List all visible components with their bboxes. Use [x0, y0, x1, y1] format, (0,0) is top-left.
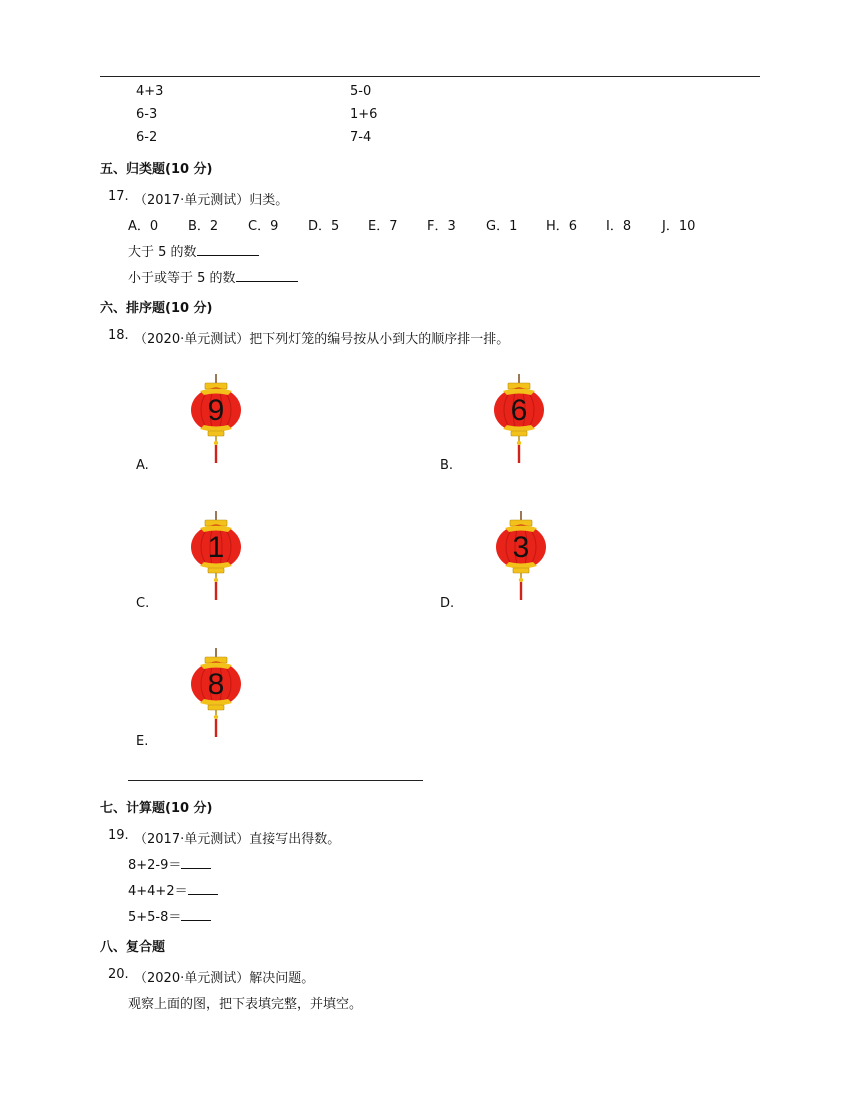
- option-letter: D.: [440, 596, 455, 611]
- choice: F．3: [427, 219, 456, 234]
- option-letter: B.: [440, 458, 454, 473]
- question-number: 17.: [108, 189, 129, 204]
- section-title: 八、复合题: [100, 940, 166, 955]
- calc-expr: 4+4+2＝: [128, 884, 188, 899]
- answer-line[interactable]: [128, 780, 423, 781]
- section-title: 五、归类题(10 分): [100, 162, 213, 177]
- calc-expr: 5+5-8＝: [128, 910, 182, 925]
- calc-line: [128, 854, 211, 873]
- choice: D．5: [308, 219, 340, 234]
- prev-expr: 1+6: [350, 107, 378, 122]
- choice: G．1: [486, 219, 518, 234]
- option-letter: E.: [136, 734, 149, 749]
- prev-expr: 4+3: [136, 84, 164, 99]
- choice: A．0: [128, 219, 159, 234]
- prev-expr: 5-0: [350, 84, 372, 99]
- choice: H．6: [546, 219, 578, 234]
- lantern-number: 9: [207, 394, 225, 427]
- calc-expr: 8+2-9＝: [128, 858, 182, 873]
- classify-label: 大于 5 的数: [128, 245, 197, 260]
- question-number: 18.: [108, 328, 129, 343]
- prev-expr: 7-4: [350, 130, 372, 145]
- answer-blank[interactable]: [236, 267, 298, 282]
- section-title: 六、排序题(10 分): [100, 301, 213, 316]
- prev-expr: 6-3: [136, 107, 158, 122]
- choice: I．8: [606, 219, 632, 234]
- lantern-number: 1: [207, 531, 225, 564]
- lantern-image: [188, 511, 244, 603]
- lantern-image: [491, 374, 547, 466]
- answer-blank[interactable]: [188, 880, 218, 895]
- lantern-number: 3: [512, 531, 530, 564]
- lantern-image: [493, 511, 549, 603]
- question-number: 20.: [108, 967, 129, 982]
- answer-blank[interactable]: [197, 241, 259, 256]
- choice: J．10: [662, 219, 696, 234]
- calc-line: [128, 906, 211, 925]
- option-letter: A.: [136, 458, 149, 473]
- question-subtext: 观察上面的图，把下表填完整，并填空。: [128, 997, 363, 1012]
- lantern-number: 6: [510, 394, 528, 427]
- question-text: （2020·单元测试）解决问题。: [134, 971, 315, 986]
- option-letter: C.: [136, 596, 150, 611]
- answer-blank[interactable]: [181, 906, 211, 921]
- choice: E．7: [368, 219, 398, 234]
- lantern-image: [188, 648, 244, 740]
- question-text: （2017·单元测试）直接写出得数。: [134, 832, 341, 847]
- classify-label: 小于或等于 5 的数: [128, 271, 236, 286]
- choice: C．9: [248, 219, 279, 234]
- classify-line-lesseq: [128, 267, 298, 286]
- classify-line-greater: [128, 241, 259, 260]
- question-number: 19.: [108, 828, 129, 843]
- prev-expr: 6-2: [136, 130, 158, 145]
- section-title: 七、计算题(10 分): [100, 801, 213, 816]
- answer-blank[interactable]: [181, 854, 211, 869]
- lantern-image: [188, 374, 244, 466]
- question-text: （2017·单元测试）归类。: [134, 193, 289, 208]
- top-divider: [100, 76, 760, 77]
- calc-line: [128, 880, 218, 899]
- choice: B．2: [188, 219, 219, 234]
- question-text: （2020·单元测试）把下列灯笼的编号按从小到大的顺序排一排。: [134, 332, 510, 347]
- lantern-number: 8: [207, 668, 225, 701]
